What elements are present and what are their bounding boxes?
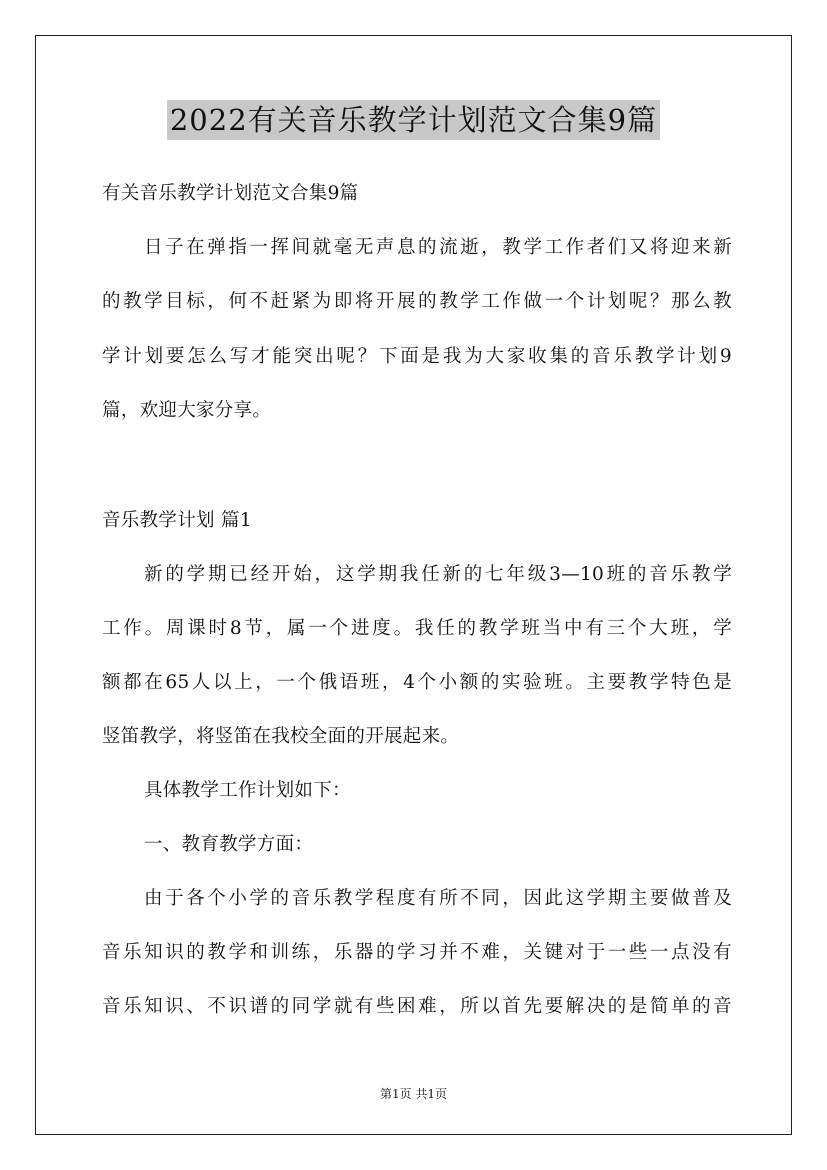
title-container: [0, 100, 827, 140]
document-subtitle: 有关音乐教学计划范文合集9篇: [102, 183, 359, 204]
intro-line: 的教学目标，何不赶紧为即将开展的教学工作做一个计划呢？那么教: [102, 291, 732, 312]
section-heading: 音乐教学计划 篇1: [102, 510, 252, 531]
paragraph-line: 由于各个小学的音乐教学程度有所不同，因此这学期主要做普及: [144, 888, 732, 909]
plan-item-heading: 一、教育教学方面：: [144, 834, 314, 855]
paragraph-line: 竖笛教学，将竖笛在我校全面的开展起来。: [102, 726, 460, 747]
document-title: 2022有关音乐教学计划范文合集9篇: [167, 100, 660, 140]
intro-line: 篇，欢迎大家分享。: [102, 400, 272, 421]
paragraph-line: 音乐知识的教学和训练，乐器的学习并不难，关键对于一些一点没有: [102, 942, 732, 963]
paragraph-line: 新的学期已经开始，这学期我任新的七年级3—10班的音乐教学: [144, 564, 732, 585]
intro-line: 日子在弹指一挥间就毫无声息的流逝，教学工作者们又将迎来新: [144, 237, 732, 258]
paragraph-line: 音乐知识、不识谱的同学就有些困难，所以首先要解决的是简单的音: [102, 996, 732, 1017]
intro-line: 学计划要怎么写才能突出呢？下面是我为大家收集的音乐教学计划9: [102, 346, 732, 367]
page-footer: 第1页 共1页: [379, 1087, 448, 1101]
paragraph-line: 工作。周课时8节，属一个进度。我任的教学班当中有三个大班，学: [102, 618, 732, 639]
plan-intro: 具体教学工作计划如下：: [144, 780, 351, 801]
paragraph-line: 额都在65人以上，一个俄语班，4个小额的实验班。主要教学特色是: [102, 672, 732, 693]
